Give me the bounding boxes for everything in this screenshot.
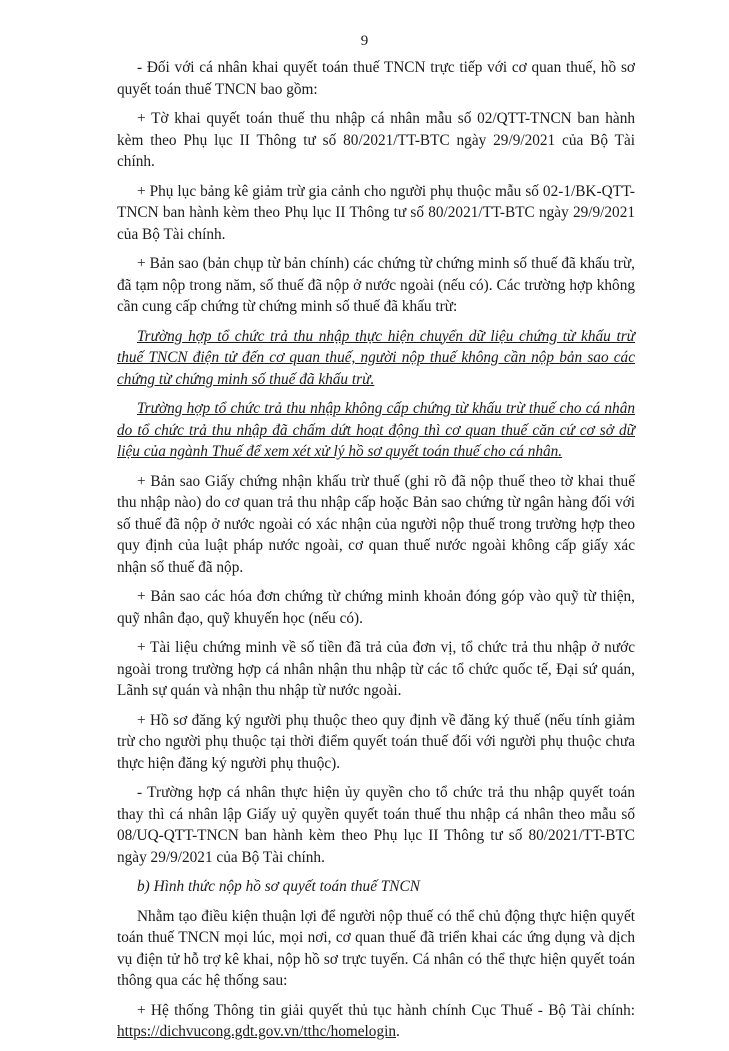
paragraph-item-tailieu: + Tài liệu chứng minh về số tiền đã trả của đơn vị, tổ chức trả thu nhập ở nước ngoài trong trường hợp cá nhân nhận thu nhập từ các tổ chức quốc tế, Đại sứ quán, Lãnh sự quán và nhận thu nhập từ nước ngoài.	[117, 639, 635, 699]
paragraph-hinhthuc: Nhằm tạo điều kiện thuận lợi để người nộp thuế có thể chủ động thực hiện quyết toán thuế TNCN mọi lúc, mọi nơi, cơ quan thuế đã triển khai các ứng dụng và dịch vụ điện tử hỗ trợ kê khai, nộp hồ sơ trực tuyến. Cá nhân có thể thực hiện quyết toán thông qua các hệ thống sau:	[117, 907, 635, 989]
page-number: 9	[360, 33, 369, 49]
link-suffix: .	[396, 1023, 400, 1040]
paragraph-uyquyen: - Trường hợp cá nhân thực hiện ủy quyền cho tổ chức trả thu nhập quyết toán thay thì cá nhân lập Giấy uỷ quyền quyết toán thuế thu nhập cá nhân theo mẫu số 08/UQ-QTT-TNCN ban hành kèm theo Phụ lục II Thông tư số 80/2021/TT-BTC ngày 29/9/2021 của Bộ Tài chính.	[117, 784, 635, 866]
paragraph-intro: - Đối với cá nhân khai quyết toán thuế TNCN trực tiếp với cơ quan thuế, hồ sơ quyết toán thuế TNCN bao gồm:	[117, 59, 635, 98]
hethong-text: + Hệ thống Thông tin giải quyết thủ tục hành chính Cục Thuế - Bộ Tài chính:	[137, 1001, 635, 1019]
paragraph-item-bansao-chungtu: + Bản sao (bản chụp từ bản chính) các chứng từ chứng minh số thuế đã khấu trừ, đã tạm nộp trong năm, số thuế đã nộp ở nước ngoài (nếu có). Các trường hợp không cần cung cấp chứng từ chứng minh số thuế đã khấu trừ:	[117, 255, 635, 315]
dichvucong-link[interactable]: https://dichvucong.gdt.gov.vn/tthc/homelogin	[117, 1023, 397, 1040]
paragraph-case-ceased: Trường hợp tổ chức trả thu nhập không cấp chứng từ khấu trừ thuế cho cá nhân do tổ chức trả thu nhập đã chấm dứt hoạt động thì cơ quan thuế căn cứ cơ sở dữ liệu của ngành Thuế để xem xét xử lý hồ sơ quyết toán thuế cho cá nhân.	[117, 400, 635, 460]
section-heading-b: b) Hình thức nộp hồ sơ quyết toán thuế TNCN	[137, 878, 420, 895]
paragraph-item-hoso-nguoiphuthuoc: + Hồ sơ đăng ký người phụ thuộc theo quy định về đăng ký thuế (nếu tính giảm trừ cho người phụ thuộc tại thời điểm quyết toán thuế đối với người phụ thuộc chưa thực hiện đăng ký người phụ thuộc).	[117, 711, 635, 772]
document-body	[117, 57, 635, 1051]
paragraph-item-hoadon: + Bản sao các hóa đơn chứng từ chứng minh khoản đóng góp vào quỹ từ thiện, quỹ nhân đạo, quỹ khuyến học (nếu có).	[117, 588, 635, 627]
paragraph-item-giaychungnhan: + Bản sao Giấy chứng nhận khấu trừ thuế (ghi rõ đã nộp thuế theo tờ khai thuế thu nhập nào) do cơ quan trả thu nhập cấp hoặc Bản sao chứng từ ngân hàng đối với số thuế đã nộp ở nước ngoài có xác nhận của người nộp thuế trong trường hợp theo quy định của luật pháp nước ngoài, cơ quan thuế nước ngoài không cấp giấy xác nhận số thuế đã nộp.	[117, 472, 635, 576]
paragraph-item-tokhai: + Tờ khai quyết toán thuế thu nhập cá nhân mẫu số 02/QTT-TNCN ban hành kèm theo Phụ lục II Thông tư số 80/2021/TT-BTC ngày 29/9/2021 của Bộ Tài chính.	[117, 110, 635, 170]
paragraph-hethong	[117, 1000, 635, 1043]
paragraph-case-electronic: Trường hợp tổ chức trả thu nhập thực hiện chuyển dữ liệu chứng từ khấu trừ thuế TNCN điện tử đến cơ quan thuế, người nộp thuế không cần nộp bản sao các chứng từ chứng minh số thuế đã khấu trừ.	[117, 327, 635, 388]
paragraph-item-phuluc: + Phụ lục bảng kê giảm trừ gia cảnh cho người phụ thuộc mẫu số 02-1/BK-QTT-TNCN ban hành kèm theo Phụ lục II Thông tư số 80/2021/TT-BTC ngày 29/9/2021 của Bộ Tài chính.	[117, 182, 635, 243]
